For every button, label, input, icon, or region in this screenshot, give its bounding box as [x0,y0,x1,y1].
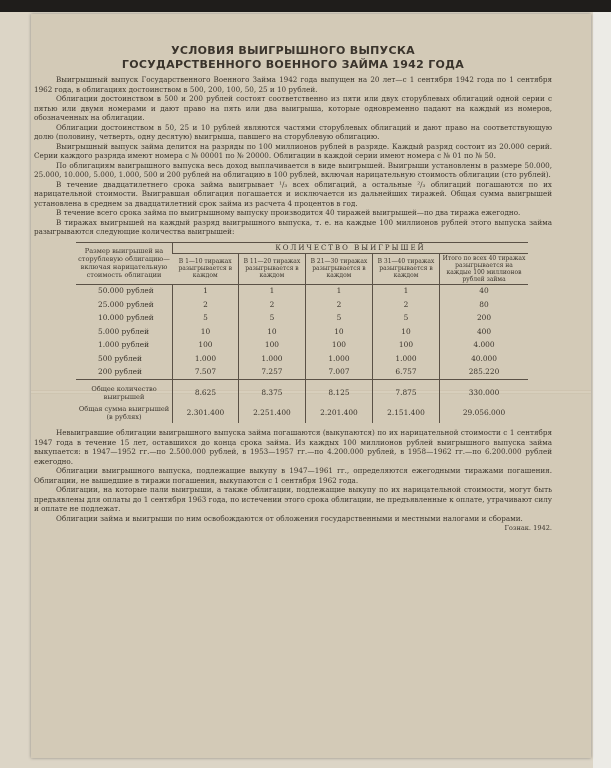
prize-amount: 200 рублей [98,367,142,377]
total-sum-label: Общая сумма выигрышей (в рублях) [78,405,170,421]
table-cell: 8.125 [305,380,372,404]
table-cell: 2 [173,298,239,312]
prize-table [76,242,528,424]
paragraph: Выигрышный выпуск Государственного Военного Займа 1942 года выпущен на 20 лет—с 1 сентября 1942 года по 1 сентября 1962 года, в облигациях достоинством в 500, 200, 100, 50, 25 и 10 рублей. [34,75,552,94]
table-cell: 1.000 [305,352,372,366]
title-line-2: ГОСУДАРСТВЕННОГО ВОЕННОГО ЗАЙМА 1942 ГОДА [121,58,465,71]
paragraph: Облигации достоинством в 500 и 200 рублей состоят соответственно из пяти или двух сторублевых облигаций одной серии с пятью или двумя номерами и дают право на пять или два выигрыша, которые одновременно падают на каждый из номеров, обозначенных на облигации. [34,94,552,122]
table-cell: 1.000 [238,352,305,366]
col-header-total-40: Итого по всех 40 тиражах разыгрывается на каждые 100 миллионов рублей займа [440,253,529,284]
table-cell: 2 [238,298,305,312]
table-cell: 10 [305,325,372,339]
table-cell: 1 [173,284,239,298]
table-cell: 5 [372,312,439,326]
col-header-draws-11-20: В 11—20 тиражах разыгрывается в каждом [238,253,305,284]
table-cell: 1 [372,284,439,298]
table-cell: 8.625 [173,380,239,404]
table-cell: 2.301.400 [173,403,239,423]
paragraph: Облигации выигрышного выпуска, подлежащие выкупу в 1947—1961 гг., определяются ежегодными тиражами погашения. Облигации, не вышедшие в тиражи погашения, выкупаются с 1 сентября 1962 года. [34,466,552,485]
table-row [76,366,528,380]
table-row [76,312,528,326]
table-cell: 1 [238,284,305,298]
table-cell: 285.220 [440,366,529,380]
paragraph: В течение всего срока займа по выигрышному выпуску производится 40 тиражей выигрышей—по два тиража ежегодно. [56,208,521,217]
table-cell: 10 [238,325,305,339]
table-cell: 7.257 [238,366,305,380]
table-cell: 2.201.400 [305,403,372,423]
table-row [76,284,528,298]
printer-note: Гознак. 1942. [504,524,552,532]
col-header-quantity: КОЛИЧЕСТВО ВЫИГРЫШЕЙ [173,242,529,253]
table-cell: 100 [238,339,305,353]
table-cell: 1.000 [372,352,439,366]
total-sum-row [76,403,528,423]
paragraph: В течение двадцатилетнего срока займа выигрывает ¹/₃ всех облигаций, а остальные ²/₃ облигаций погашаются по их нарицательной стоимости. Выигравшая облигация погашается и исключается из дальнейших тиражей. Общая сумма выигрышей установлена в среднем за двадцатилетний срок займа из расчета 4 процентов в год. [34,179,552,208]
prize-amount: 25.000 рублей [98,299,154,309]
table-cell: 2.151.400 [372,403,439,423]
top-dark-band [0,0,611,12]
background-edge [593,12,611,768]
paragraph: Выигрышный выпуск займа делится на разряды по 100 миллионов рублей в разряде. Каждый разряд состоит из 20.000 серий. Серии каждого разряда имеют номера с № 00001 по № 20000. Облигации в каждой серии имеют номера с № 01 по № 50. [34,141,552,160]
table-cell: 7.875 [372,380,439,404]
total-count-row [76,380,528,404]
table-cell: 400 [440,325,529,339]
table-cell: 5 [305,312,372,326]
table-cell: 6.757 [372,366,439,380]
table-row [76,339,528,353]
table-cell: 4.000 [440,339,529,353]
table-cell: 1.000 [173,352,239,366]
paragraph: Невыигравшие облигации выигрышного выпуска займа погашаются (выкупаются) по их нарицательной стоимости с 1 сентября 1947 года в течение 15 лет, оставшихся до конца срока займа. Из каждых 100 миллионов рублей выигрышного выпуска займа выкупается: в 1947—1952 гг.—по 2.500.000 рублей, в 1953—1957 гг.—по 4.200.000 рублей, в 1958—1962 гг.—по 6.200.000 рублей ежегодно. [34,428,552,466]
table-cell: 2.251.400 [238,403,305,423]
table-cell: 40 [440,284,529,298]
table-cell: 29.056.000 [440,403,529,423]
table-cell: 80 [440,298,529,312]
table-cell: 200 [440,312,529,326]
table-cell: 10 [372,325,439,339]
table-cell: 7.007 [305,366,372,380]
table-cell: 8.375 [238,380,305,404]
document-content [34,44,552,532]
total-count-label: Общее количество выигрышей [76,380,173,404]
table-row [76,298,528,312]
paragraph: Облигации достоинством в 50, 25 и 10 рублей являются частями сторублевых облигаций и дают право на соответствующую долю (половину, четверть, одну десятую) выигрыша, павшего на сторублевую облигацию. [34,122,552,141]
prize-amount: 50.000 рублей [98,286,154,296]
document-title [34,44,552,72]
table-row [76,325,528,339]
prize-amount: 1.000 рублей [98,340,150,350]
table-cell: 40.000 [440,352,529,366]
col-header-draws-1-10: В 1—10 тиражах разыгрывается в каждом [178,258,232,279]
prize-amount: 10.000 рублей [98,313,154,323]
prize-amount: 5.000 рублей [98,326,150,336]
table-cell: 7.507 [173,366,239,380]
col-header-prize-size: Размер выигрышей на сторублевую облигацию—включая нарицательную стоимость облигации [76,242,173,284]
title-line-1: УСЛОВИЯ ВЫИГРЫШНОГО ВЫПУСКА [171,44,415,57]
table-cell: 100 [372,339,439,353]
paragraph: По облигациям выигрышного выпуска весь доход выплачивается в виде выигрышей. Выигрыши установлены в размере 50.000, 25.000, 10.000, 5.000, 1.000, 500 и 200 рублей на облигацию в 100 рублей, включая нарицательную стоимость облигации (сто рублей). [34,160,552,179]
paragraph: Облигации, на которые пали выигрыши, а также облигации, подлежащие выкупу по их нарицательной стоимости, могут быть предъявлены для оплаты до 1 сентября 1963 года, по истечении этого срока облигации, не предъявленные к оплате, утрачивают силу и оплате не подлежат. [34,485,552,513]
table-cell: 5 [238,312,305,326]
paragraph: Облигации займа и выигрыши по ним освобождаются от обложения государственными и местными налогами и сборами. [56,513,523,523]
table-cell: 100 [173,339,239,353]
table-cell: 2 [372,298,439,312]
table-cell: 330.000 [440,380,529,404]
table-cell: 5 [173,312,239,326]
table-cell: 10 [173,325,239,339]
prize-amount: 500 рублей [98,353,142,363]
paragraph: В тиражах выигрышей на каждый разряд выигрышного выпуска, т. е. на каждые 100 миллионов рублей этого выпуска займа разыгрываются следующие количества выигрышей: [34,217,552,236]
table-row [76,352,528,366]
table-cell: 2 [305,298,372,312]
col-header-draws-31-40: В 31—40 тиражах разыгрывается в каждом [372,253,439,284]
col-header-draws-21-30: В 21—30 тиражах разыгрывается в каждом [305,253,372,284]
table-cell: 100 [305,339,372,353]
table-cell: 1 [305,284,372,298]
